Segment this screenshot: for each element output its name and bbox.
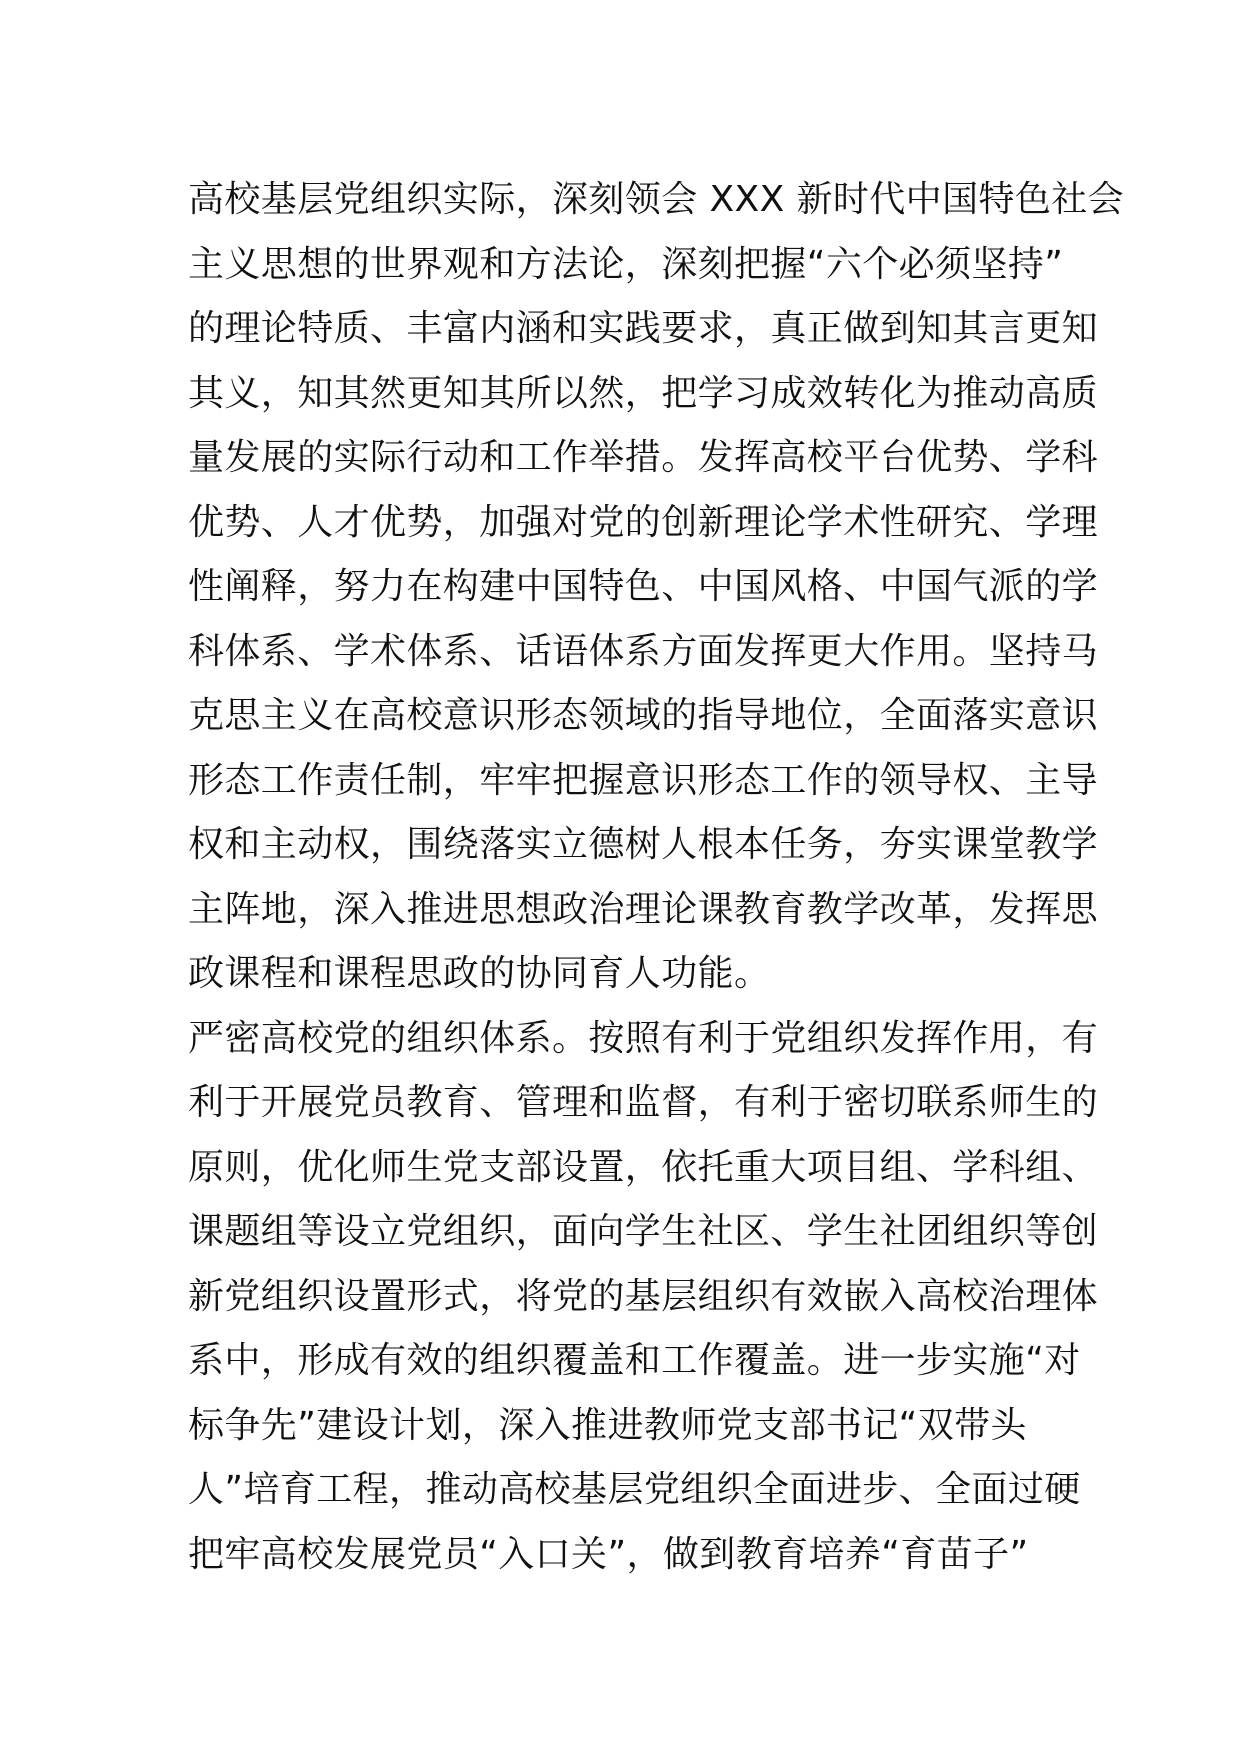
text-line: 新党组织设置形式，将党的基层组织有效嵌入高校治理体 xyxy=(188,1275,1099,1317)
text-line: 克思主义在高校意识形态领域的指导地位，全面落实意识 xyxy=(188,695,1099,736)
text-line: 形态工作责任制，牢牢把握意识形态工作的领导权、主导 xyxy=(188,759,1099,801)
text-line: 权和主动权，围绕落实立德树人根本任务，夯实课堂教学 xyxy=(188,824,1099,865)
text-line: 优势、人才优势，加强对党的创新理论学术性研究、学理 xyxy=(188,501,1099,543)
text-line: 科体系、学术体系、话语体系方面发挥更大作用。坚持马 xyxy=(188,630,1099,672)
text-line: 主义思想的世界观和方法论，深刻把握“六个必须坚持” xyxy=(188,243,1064,285)
text-line: 性阐释，努力在构建中国特色、中国风格、中国气派的学 xyxy=(188,566,1099,607)
text-line: 课题组等设立党组织，面向学生社区、学生社团组织等创 xyxy=(188,1211,1099,1252)
text-line: 系中，形成有效的组织覆盖和工作覆盖。进一步实施“对 xyxy=(188,1340,1081,1381)
text-line: 严密高校党的组织体系。按照有利于党组织发挥作用，有 xyxy=(188,1017,1099,1059)
text-line: 主阵地，深入推进思想政治理论课教育教学改革，发挥思 xyxy=(188,888,1099,930)
text-line: 政课程和课程思政的协同育人功能。 xyxy=(188,953,771,994)
body-text xyxy=(188,168,1125,1587)
text-line: 利于开展党员教育、管理和监督，有利于密切联系师生的 xyxy=(188,1082,1099,1123)
text-line: 其义，知其然更知其所以然，把学习成效转化为推动高质 xyxy=(188,372,1099,414)
text-line: 高校基层党组织实际，深刻领会 XXX 新时代中国特色社会 xyxy=(188,179,1125,220)
text-line: 把牢高校发展党员“入口关”，做到教育培养“育苗子” xyxy=(188,1533,1029,1575)
text-line: 原则，优化师生党支部设置，依托重大项目组、学科组、 xyxy=(188,1146,1099,1188)
text-line: 人”培育工程，推动高校基层党组织全面进步、全面过硬 xyxy=(188,1469,1081,1510)
text-line: 标争先”建设计划，深入推进教师党支部书记“双带头 xyxy=(188,1404,1027,1446)
text-line: 量发展的实际行动和工作举措。发挥高校平台优势、学科 xyxy=(188,437,1099,478)
text-line: 的理论特质、丰富内涵和实践要求，真正做到知其言更知 xyxy=(188,308,1099,349)
